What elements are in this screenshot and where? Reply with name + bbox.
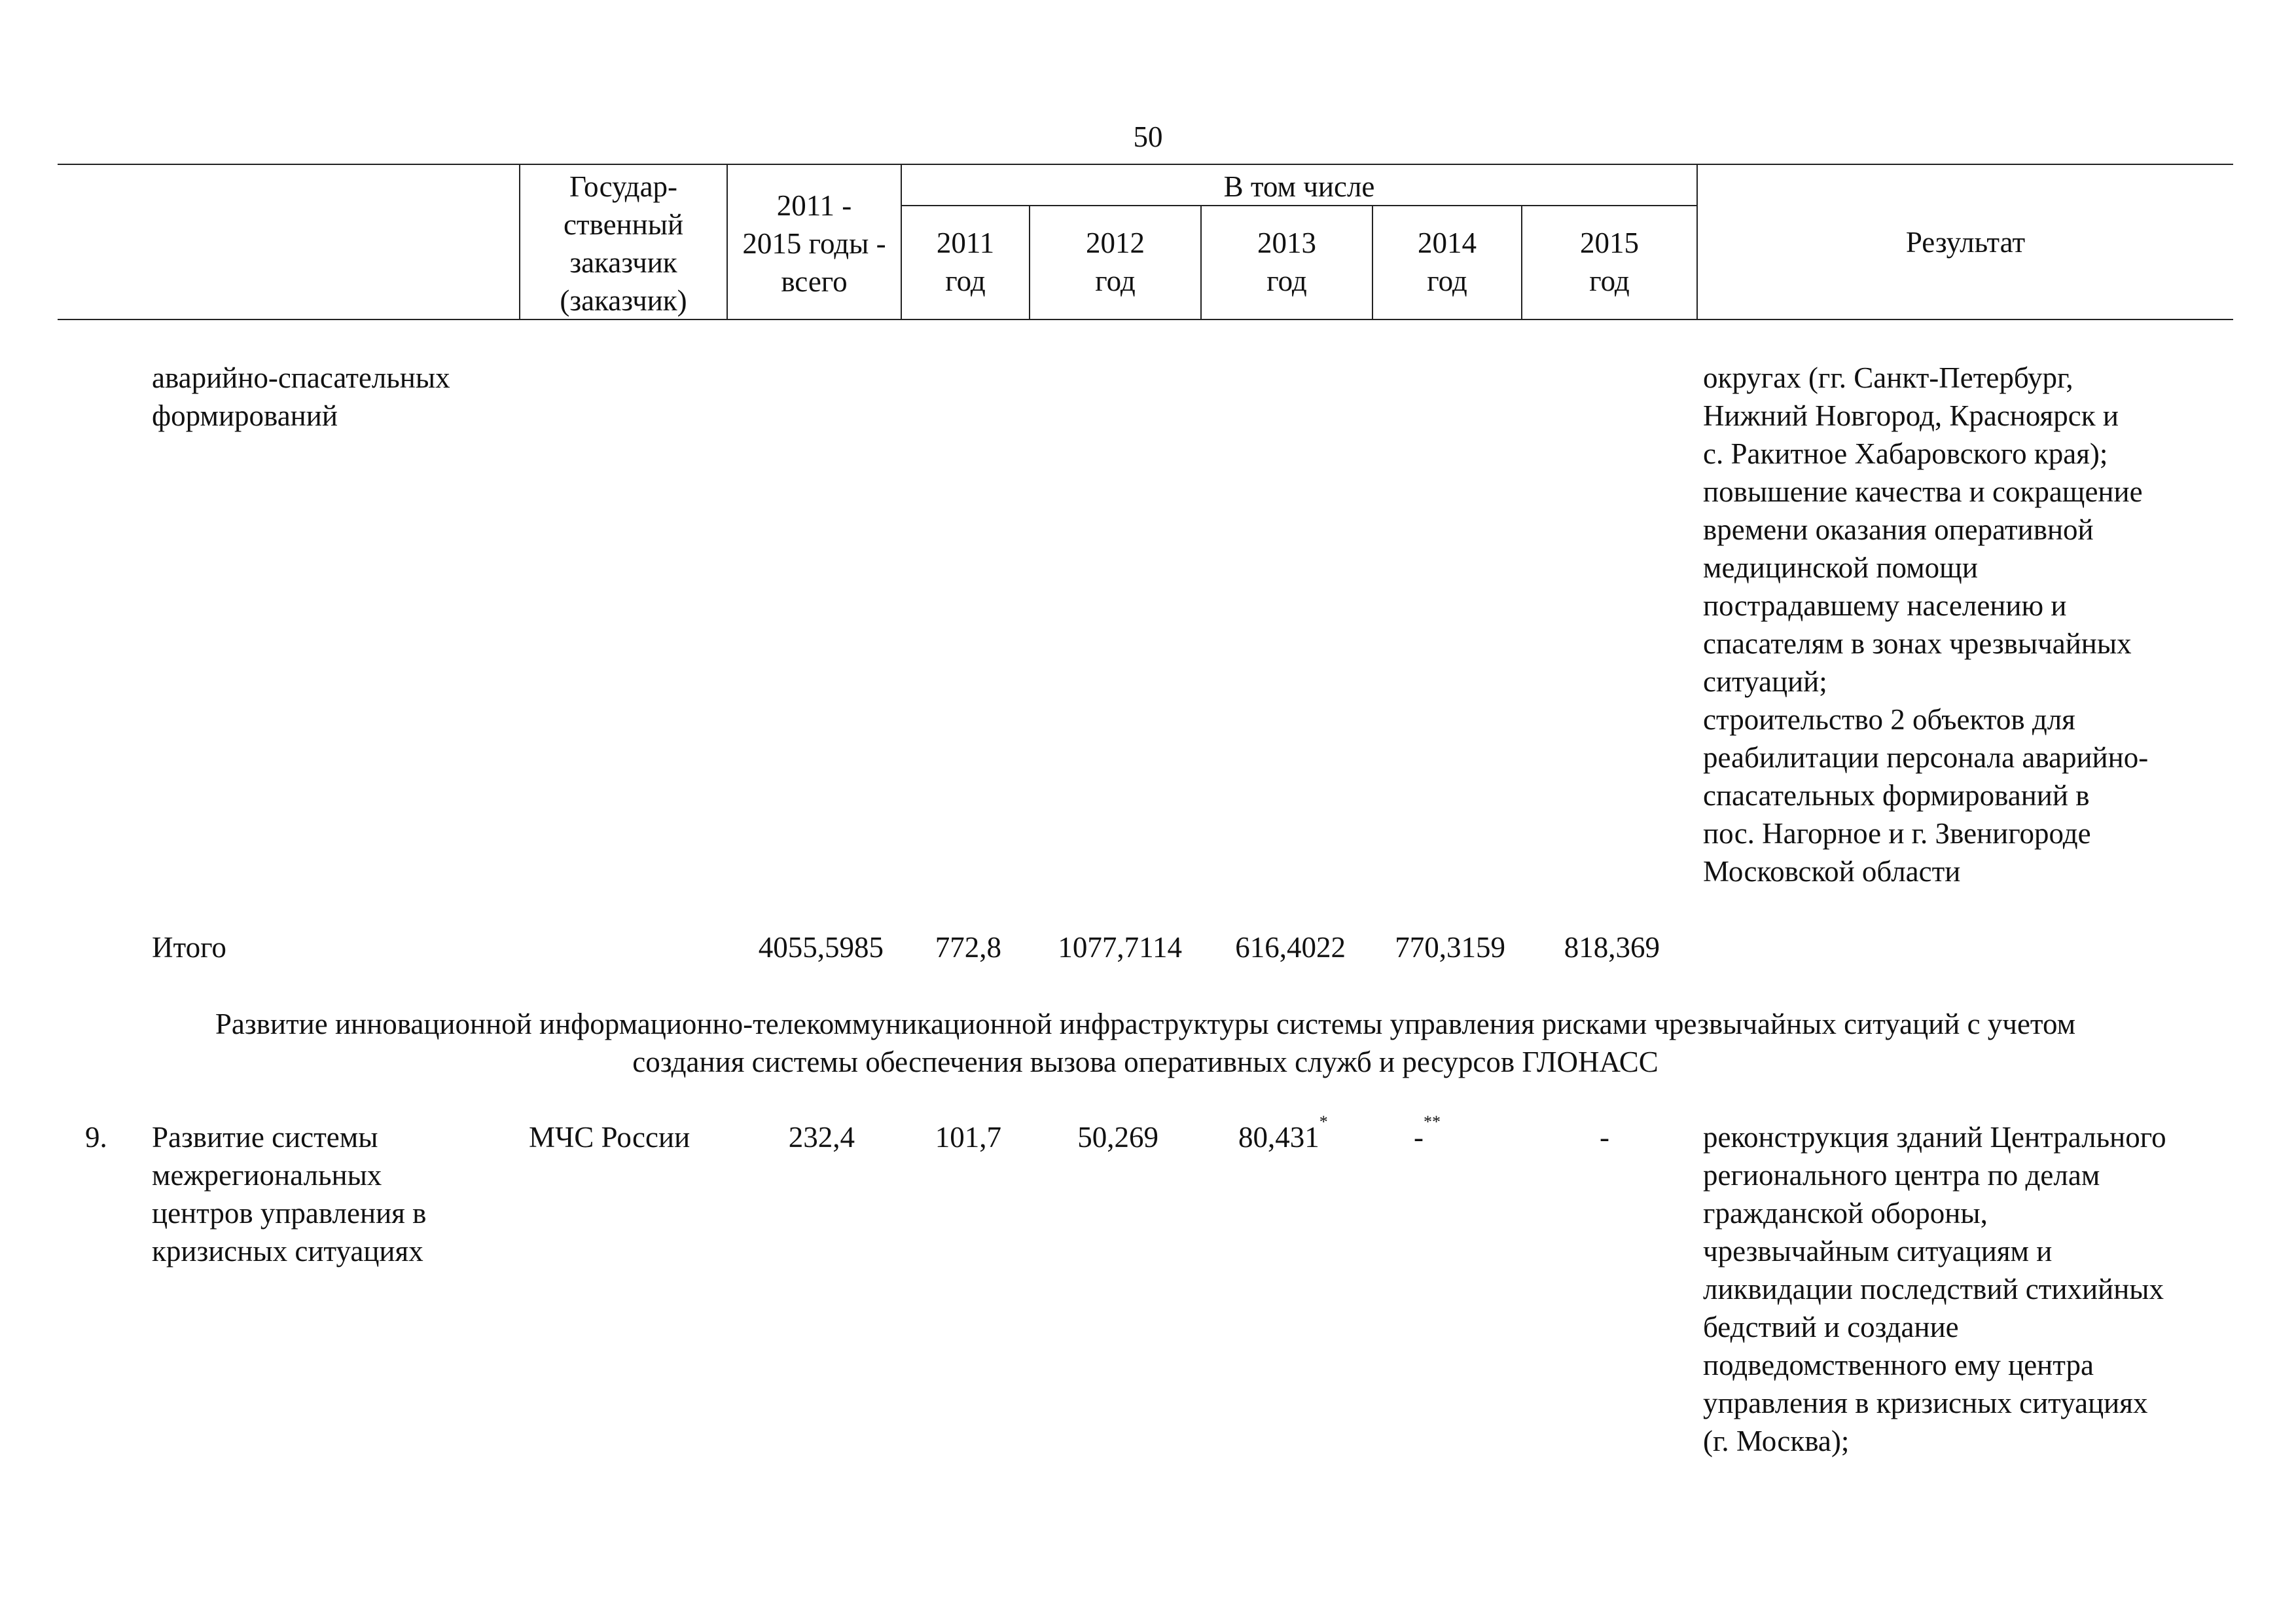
total-value-2014: 770,3159 [1395,931,1505,964]
total-value-2011: 772,8 [935,931,1001,964]
continuation-name: аварийно-спасательных формирований [152,361,450,432]
header-bottom-rule [58,319,2233,320]
header-including: В том числе [1223,170,1375,203]
footnote-mark: * [1319,1112,1328,1131]
header-top-rule [58,164,2233,165]
total-label: Итого [152,931,226,964]
header-year-2015: 2015 год [1580,227,1639,297]
header-total: 2011 - 2015 годы - всего [742,189,886,298]
row-value-total: 232,4 [788,1121,855,1154]
header-customer: Государ- ственный заказчик (заказчик) [560,170,687,317]
row-value-2012: 50,269 [1077,1121,1158,1154]
row-name: Развитие системы межрегиональных центров управления в кризисных ситуациях [152,1121,427,1267]
row-customer: МЧС России [529,1121,691,1154]
row-number: 9. [85,1121,107,1154]
header-year-2011: 2011 год [936,227,995,297]
footnote-mark: ** [1424,1112,1441,1131]
total-value-2012: 1077,7114 [1058,931,1182,964]
row-value-2014: -** [1414,1112,1441,1154]
header-year-2013: 2013 год [1257,227,1316,297]
row-value-2011: 101,7 [935,1121,1001,1154]
total-value-all: 4055,5985 [758,931,884,964]
row-value-2013: 80,431* [1238,1112,1328,1154]
header-year-2014: 2014 год [1418,227,1477,297]
total-value-2015: 818,369 [1564,931,1660,964]
header-year-2012: 2012 год [1086,227,1145,297]
total-value-2013: 616,4022 [1235,931,1346,964]
section-title: Развитие инновационной информационно-телекоммуникационной инфраструктуры системы управления рисками чрезвычайных ситуаций с учетом создания системы обеспечения вызова оперативных служб и ресурсов ГЛОНАСС [215,1008,2076,1078]
continuation-result: округах (гг. Санкт-Петербург, Нижний Новгород, Красноярск и с. Ракитное Хабаровского края); повышение качества и сокращение времени оказания оперативной медицинской помощи пострадавшему населению и спасателям в зонах чрезвычайных ситуаций; строительство 2 объектов для реабилитации персонала аварийно- спасательных формирований в пос. Нагорное и г. Звенигороде Московской области [1703,361,2149,888]
page-number: 50 [1133,120,1163,153]
row-value-2015: - [1600,1121,1609,1154]
row-result: реконструкция зданий Центрального регионального центра по делам гражданской обороны, чрезвычайным ситуациям и ликвидации последствий стихийных бедствий и создание подведомственного ему центра управления в кризисных ситуациях (г. Москва); [1703,1121,2166,1457]
header-result: Результат [1905,226,2026,259]
